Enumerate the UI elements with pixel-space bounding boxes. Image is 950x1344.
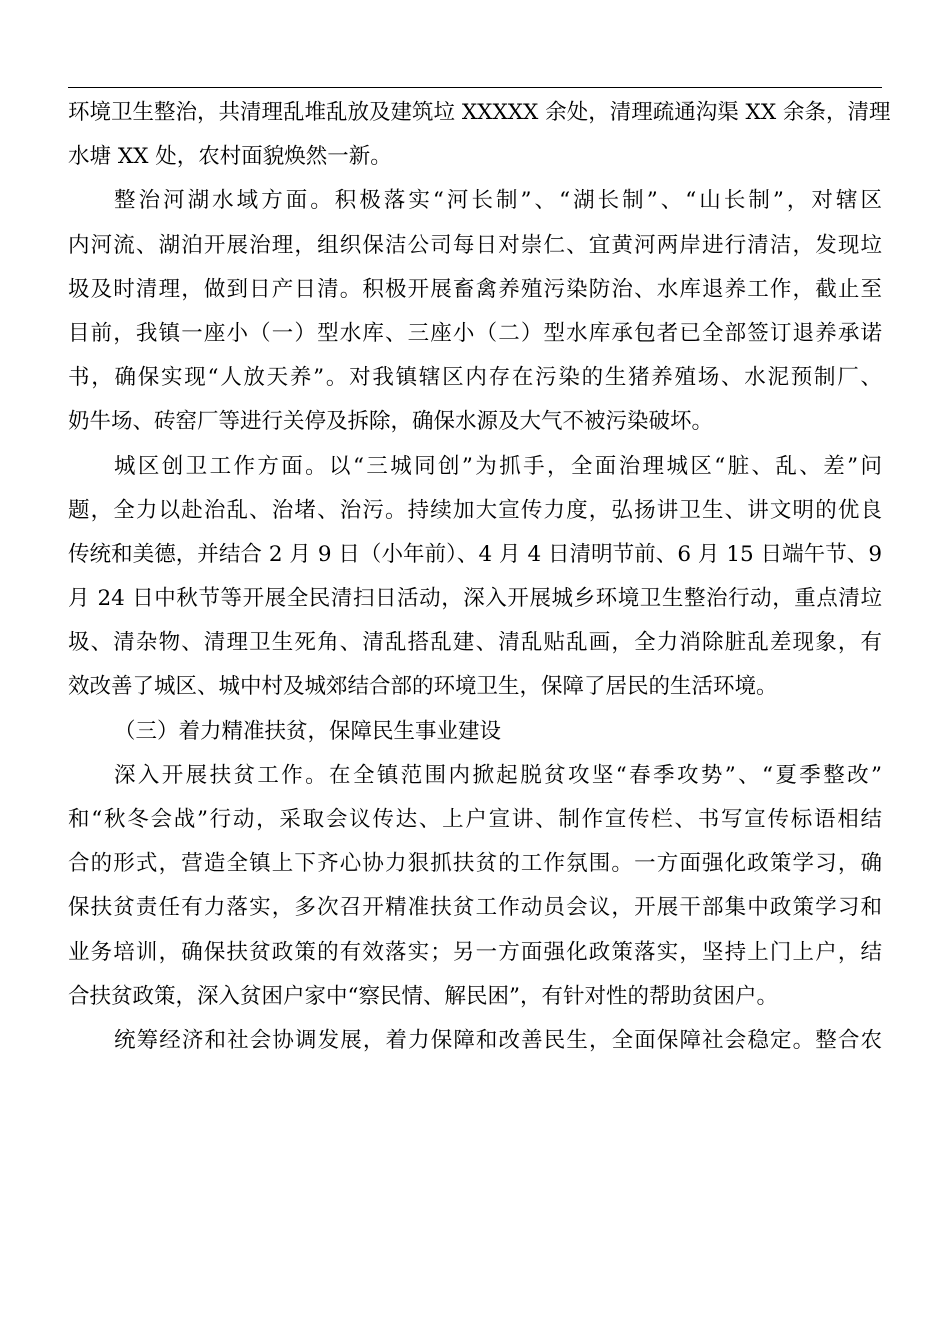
text-line: 题，全力以赴治乱、治堵、治污。持续加大宣传力度，弘扬讲卫生、讲文明的优良 [68,497,882,523]
text-line: 环境卫生整治，共清理乱堆乱放及建筑垃 XXXXX 余处，清理疏通沟渠 XX 余条，清理 [68,100,891,125]
text-line: 城区创卫工作方面。以“三城同创”为抓手，全面治理城区“脏、乱、差”问 [114,453,882,479]
text-line: 保扶贫责任有力落实，多次召开精准扶贫工作动员会议，开展干部集中政策学习和 [68,895,882,921]
text-line: 奶牛场、砖窑厂等进行关停及拆除，确保水源及大气不被污染破坏。 [68,409,714,435]
header-rule [68,87,882,88]
text-line: 和“秋冬会战”行动，采取会议传达、上户宣讲、制作宣传栏、书写宣传标语相结 [68,807,882,832]
text-line: 书，确保实现“人放天养”。对我镇辖区内存在污染的生猪养殖场、水泥预制厂、 [68,365,882,391]
paragraph-poverty-work [68,754,882,1019]
text-line: 业务培训，确保扶贫政策的有效落实；另一方面强化政策落实，坚持上门上户，结 [68,939,882,965]
paragraph-rural-sanitation [68,91,891,179]
text-line: 整治河湖水域方面。积极落实“河长制”、“湖长制”、“山长制”，对辖区 [114,188,882,214]
paragraph-social-development [68,1019,882,1063]
text-line: 圾、清杂物、清理卫生死角、清乱搭乱建、清乱贴乱画，全力消除脏乱差现象，有 [68,630,882,656]
text-line: 合扶贫政策，深入贫困户家中“察民情、解民困”，有针对性的帮助贫困户。 [68,983,778,1009]
document-body [68,91,891,1063]
text-line: 深入开展扶贫工作。在全镇范围内掀起脱贫攻坚“春季攻势”、“夏季整改” [114,762,882,788]
text-line: 效改善了城区、城中村及城郊结合部的环境卫生，保障了居民的生活环境。 [68,674,778,700]
text-line: 月 24 日中秋节等开展全民清扫日活动，深入开展城乡环境卫生整治行动，重点清垃 [68,586,882,612]
text-line: 传统和美德，并结合 2 月 9 日（小年前）、4 月 4 日清明节前、6 月 15 日端午节、9 [68,541,882,567]
text-line: 内河流、湖泊开展治理，组织保洁公司每日对崇仁、宜黄河两岸进行清洁，发现垃 [68,232,882,258]
paragraph-river-lake-governance [68,179,882,444]
section-heading-poverty-alleviation [68,710,882,754]
text-line: 合的形式，营造全镇上下齐心协力狠抓扶贫的工作氛围。一方面强化政策学习，确 [68,851,882,877]
text-line: 统筹经济和社会协调发展，着力保障和改善民生，全面保障社会稳定。整合农 [114,1027,882,1053]
paragraph-urban-sanitation [68,445,882,710]
text-line: 圾及时清理，做到日产日清。积极开展畜禽养殖污染防治、水库退养工作，截止至 [68,276,882,302]
text-line: 目前，我镇一座小（一）型水库、三座小（二）型水库承包者已全部签订退养承诺 [68,320,882,346]
section-heading: （三）着力精准扶贫，保障民生事业建设 [114,718,502,744]
text-line: 水塘 XX 处，农村面貌焕然一新。 [68,144,392,170]
